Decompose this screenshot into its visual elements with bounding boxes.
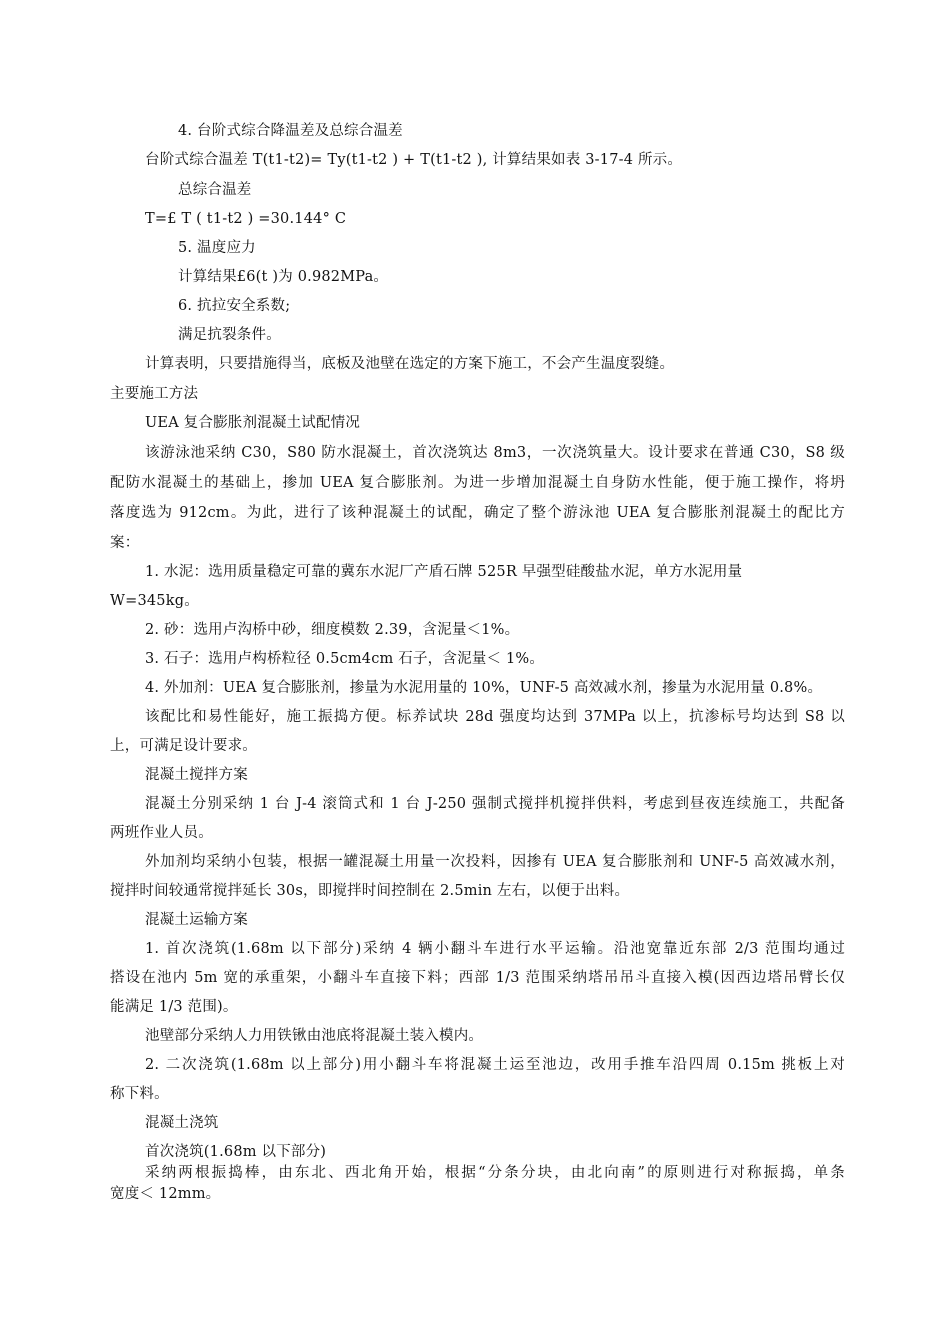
paragraph-line: 宽度＜ 12mm。 xyxy=(110,1186,221,1202)
paragraph-line: 搭设在池内 5m 宽的承重架，小翻斗车直接下料；西部 1/3 范围采纳塔吊吊斗直接入模(因西边塔吊臂长仅 xyxy=(110,970,845,986)
list-item-sand: 2. 砂：选用卢沟桥中砂，细度模数 2.39，含泥量＜1%。 xyxy=(145,622,520,638)
paragraph-line: 该配比和易性能好，施工振捣方便。标养试块 28d 强度均达到 37MPa 以上，抗渗标号均达到 S8 以 xyxy=(145,709,845,725)
paragraph-line: W=345kg。 xyxy=(110,593,199,609)
paragraph-line: 该游泳池采纳 C30，S80 防水混凝土，首次浇筑达 8m3，一次浇筑量大。设计要求在普通 C30，S8 级 xyxy=(145,445,845,461)
paragraph-line: 落度选为 912cm。为此，进行了该种混凝土的试配，确定了整个游泳池 UEA 复合膨胀剂混凝土的配比方 xyxy=(110,505,845,521)
paragraph-line: 上，可满足设计要求。 xyxy=(110,738,257,754)
subsection-heading: UEA 复合膨胀剂混凝土试配情况 xyxy=(145,415,361,431)
list-item-admixture: 4. 外加剂：UEA 复合膨胀剂，掺量为水泥用量的 10%，UNF-5 高效减水剂，掺量为水泥用量 0.8%。 xyxy=(145,680,823,696)
subsection-heading: 混凝土运输方案 xyxy=(145,912,248,928)
paragraph-line: 能满足 1/3 范围)。 xyxy=(110,999,238,1015)
paragraph-line: 满足抗裂条件。 xyxy=(178,327,281,343)
subsection-heading: 混凝土浇筑 xyxy=(145,1115,219,1131)
list-item-gravel: 3. 石子：选用卢构桥粒径 0.5cm4cm 石子，含泥量＜ 1%。 xyxy=(145,651,545,667)
paragraph-line: 两班作业人员。 xyxy=(110,825,213,841)
paragraph-line: 计算表明，只要措施得当，底板及池壁在选定的方案下施工，不会产生温度裂缝。 xyxy=(145,356,675,372)
paragraph-line: 采纳两根振捣棒，由东北、西北角开始，根据“分条分块，由北向南”的原则进行对称振捣，单条 xyxy=(145,1165,845,1181)
list-item-second-pour: 2. 二次浇筑(1.68m 以上部分)用小翻斗车将混凝土运至池边，改用手推车沿四周 0.15m 挑板上对 xyxy=(145,1057,845,1073)
heading-step-4: 4. 台阶式综合降温差及总综合温差 xyxy=(178,123,403,139)
heading-step-5: 5. 温度应力 xyxy=(178,240,256,256)
section-heading-main-methods: 主要施工方法 xyxy=(110,386,199,402)
paragraph-line: 案： xyxy=(110,535,140,551)
paragraph-line: 计算结果£6(t )为 0.982MPa。 xyxy=(178,269,389,285)
paragraph-line: 搅拌时间较通常搅拌延长 30s，即搅拌时间控制在 2.5min 左右，以便于出料。 xyxy=(110,883,630,899)
subsection-heading: 首次浇筑(1.68m 以下部分) xyxy=(145,1144,327,1160)
paragraph-line: 外加剂均采纳小包装，根据一罐混凝土用量一次投料，因掺有 UEA 复合膨胀剂和 UNF-5 高效减水剂， xyxy=(145,854,845,870)
list-item-first-pour: 1. 首次浇筑(1.68m 以下部分)采纳 4 辆小翻斗车进行水平运输。沿池宽靠近东部 2/3 范围均通过 xyxy=(145,941,845,957)
heading-step-6: 6. 抗拉安全系数; xyxy=(178,298,291,314)
paragraph-line: 台阶式综合温差 T(t1-t2)= Ty(t1-t2 ) + T(t1-t2 ), 计算结果如表 3-17-4 所示。 xyxy=(145,152,683,168)
paragraph-line: 池壁部分采纳人力用铁锹由池底将混凝土装入模内。 xyxy=(145,1028,484,1044)
list-item-cement: 1. 水泥：选用质量稳定可靠的冀东水泥厂产盾石牌 525R 早强型硅酸盐水泥，单方水泥用量 xyxy=(145,564,743,580)
formula-line: T=£ T ( t1-t2 ) =30.144° C xyxy=(145,211,347,227)
subsection-heading: 混凝土搅拌方案 xyxy=(145,767,248,783)
paragraph-line: 混凝土分别采纳 1 台 J-4 滚筒式和 1 台 J-250 强制式搅拌机搅拌供料，考虑到昼夜连续施工，共配备 xyxy=(145,796,845,812)
label-total-temp-diff: 总综合温差 xyxy=(178,182,252,198)
paragraph-line: 称下料。 xyxy=(110,1086,169,1102)
paragraph-line: 配防水混凝土的基础上，掺加 UEA 复合膨胀剂。为进一步增加混凝土自身防水性能，便于施工操作，将坍 xyxy=(110,475,845,491)
